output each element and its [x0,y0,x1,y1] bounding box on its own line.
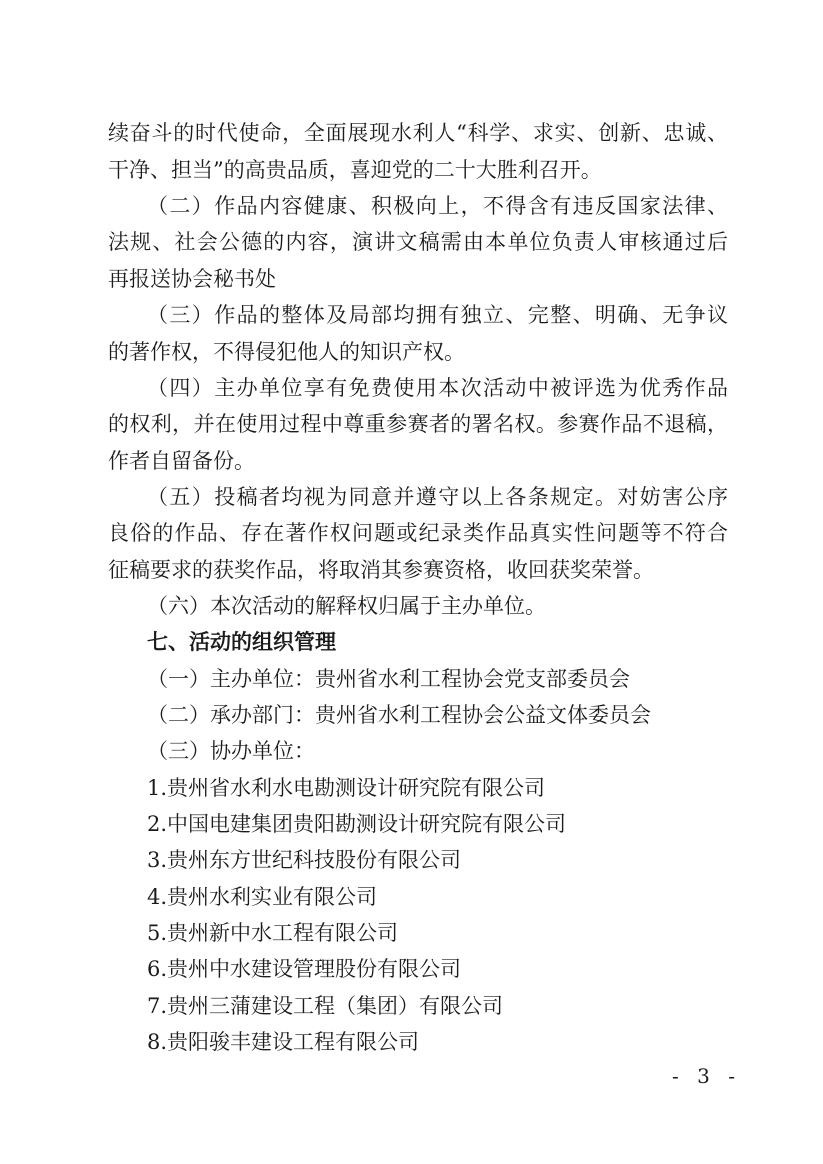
paragraph-line: （五）投稿者均视为同意并遵守以上各条规定。对妨害公序 [147,485,728,509]
paragraph-line: 续奋斗的时代使命，全面展现水利人“科学、求实、创新、忠诚、 [108,121,728,145]
paragraph-line: （六）本次活动的解释权归属于主办单位。 [147,594,546,618]
paragraph-line: （四）主办单位享有免费使用本次活动中被评选为优秀作品 [147,376,728,400]
list-item: 6.贵州中水建设管理股份有限公司 [147,957,462,981]
list-item: 7.贵州三蒲建设工程（集团）有限公司 [147,994,504,1018]
paragraph-line: （三）作品的整体及局部均拥有独立、完整、明确、无争议 [147,303,728,327]
organizer-line: （二）承办部门：贵州省水利工程协会公益文体委员会 [147,703,651,727]
list-item: 1.贵州省水利水电勘测设计研究院有限公司 [147,776,546,800]
list-item: 5.贵州新中水工程有限公司 [147,921,399,945]
paragraph-line: 的权利，并在使用过程中尊重参赛者的署名权。参赛作品不退稿， [108,412,728,436]
paragraph-line: 的著作权，不得侵犯他人的知识产权。 [108,340,465,364]
paragraph-line: （二）作品内容健康、积极向上，不得含有违反国家法律、 [147,194,728,218]
organizer-line: （三）协办单位： [147,739,315,763]
paragraph-line: 干净、担当”的高贵品质，喜迎党的二十大胜利召开。 [108,158,602,182]
list-item: 8.贵阳骏丰建设工程有限公司 [147,1030,420,1054]
page-number: - 3 - [672,1064,741,1088]
list-item: 2.中国电建集团贵阳勘测设计研究院有限公司 [147,812,567,836]
organizer-line: （一）主办单位：贵州省水利工程协会党支部委员会 [147,667,630,691]
paragraph-line: 再报送协会秘书处 [108,267,276,291]
paragraph-line: 良俗的作品、存在著作权问题或纪录类作品真实性问题等不符合 [108,521,728,545]
list-item: 4.贵州水利实业有限公司 [147,885,378,909]
section-heading: 七、活动的组织管理 [147,630,336,654]
paragraph-line: 法规、社会公德的内容，演讲文稿需由本单位负责人审核通过后 [108,230,728,254]
paragraph-line: 征稿要求的获奖作品，将取消其参赛资格，收回获奖荣誉。 [108,558,654,582]
paragraph-line: 作者自留备份。 [108,449,255,473]
list-item: 3.贵州东方世纪科技股份有限公司 [147,848,462,872]
